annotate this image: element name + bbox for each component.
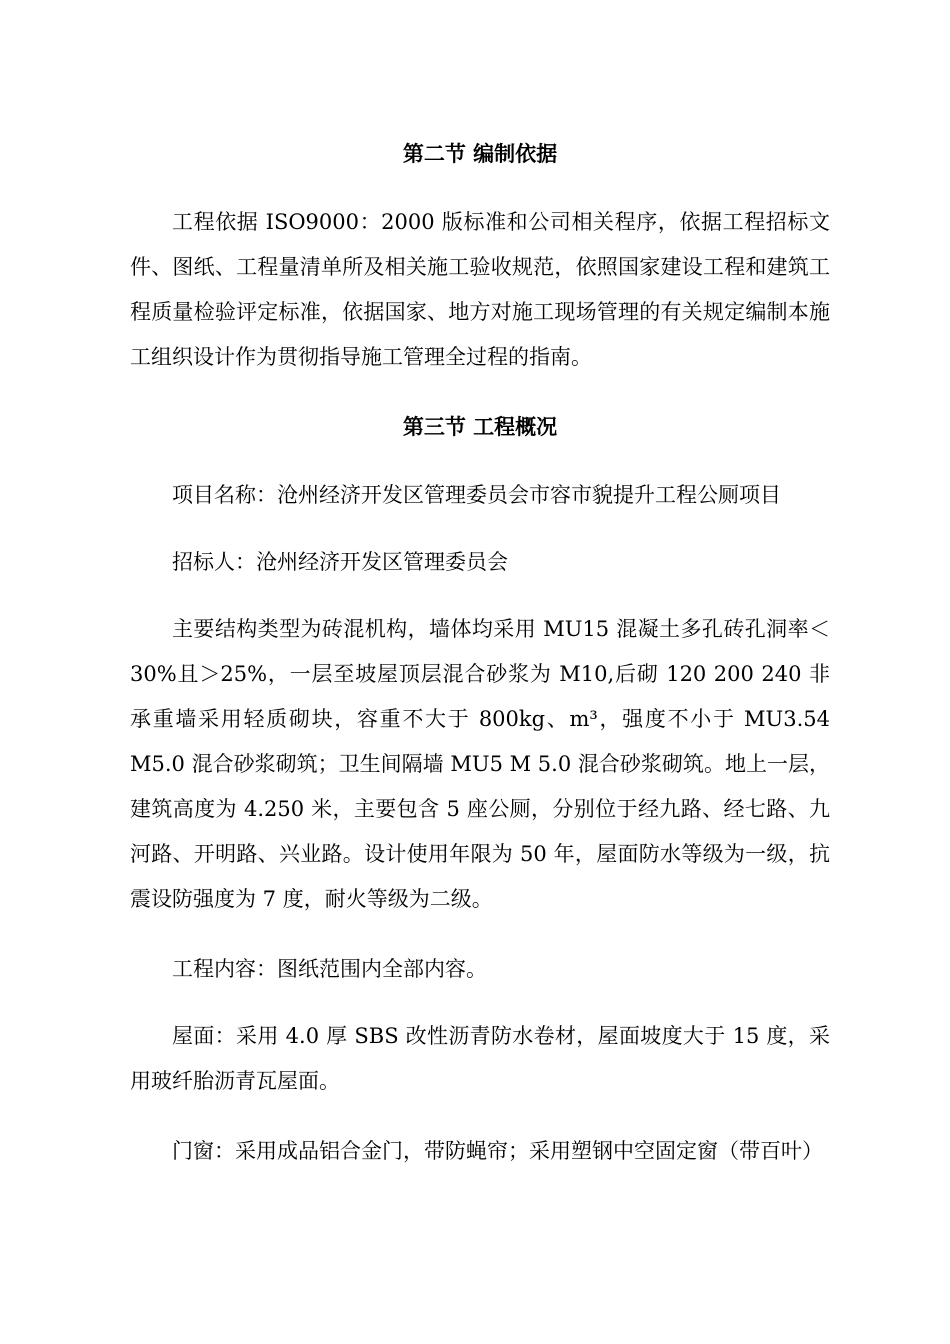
- section-heading-overview: 第三节 工程概况: [402, 414, 558, 439]
- paragraph-structure: 主要结构类型为砖混机构，墙体均采用 MU15 混凝土多孔砖孔洞率＜30%且＞25%，一层至坡屋顶层混合砂浆为 M10,后砌 120 200 240 非承重墙采用轻质砌块，容重不大于 800kg、m³，强度不小于 MU3.54 M5.0 混合砂浆砌筑；卫生间隔墙 MU5 M 5.0 混合砂浆砌筑。地上一层，建筑高度为 4.250 米，主要包含 5 座公厕，分别位于经九路、经七路、九河路、开明路、兴业路。设计使用年限为 50 年，屋面防水等级为一级，抗震设防强度为 7 度，耐火等级为二级。: [130, 617, 830, 911]
- paragraph-basis: 工程依据 ISO9000：2000 版标准和公司相关程序，依据工程招标文件、图纸、工程量清单所及相关施工验收规范，依照国家建设工程和建筑工程质量检验评定标准，依据国家、地方对施工现场管理的有关规定编制本施工组织设计作为贯彻指导施工管理全过程的指南。: [130, 210, 830, 369]
- paragraph-roof: 屋面：采用 4.0 厚 SBS 改性沥青防水卷材，屋面坡度大于 15 度，采用玻纤胎沥青瓦屋面。: [130, 1024, 830, 1093]
- paragraph-project-name: 项目名称：沧州经济开发区管理委员会市容市貌提升工程公厕项目: [172, 483, 781, 507]
- paragraph-doors-windows: 门窗：采用成品铝合金门，带防蝇帘；采用塑钢中空固定窗（带百叶）: [172, 1139, 823, 1163]
- document-page: [130, 132, 830, 1199]
- section-heading-basis: 第二节 编制依据: [402, 141, 558, 166]
- paragraph-scope: 工程内容：图纸范围内全部内容。: [172, 957, 487, 981]
- paragraph-tenderer: 招标人：沧州经济开发区管理委员会: [172, 550, 508, 574]
